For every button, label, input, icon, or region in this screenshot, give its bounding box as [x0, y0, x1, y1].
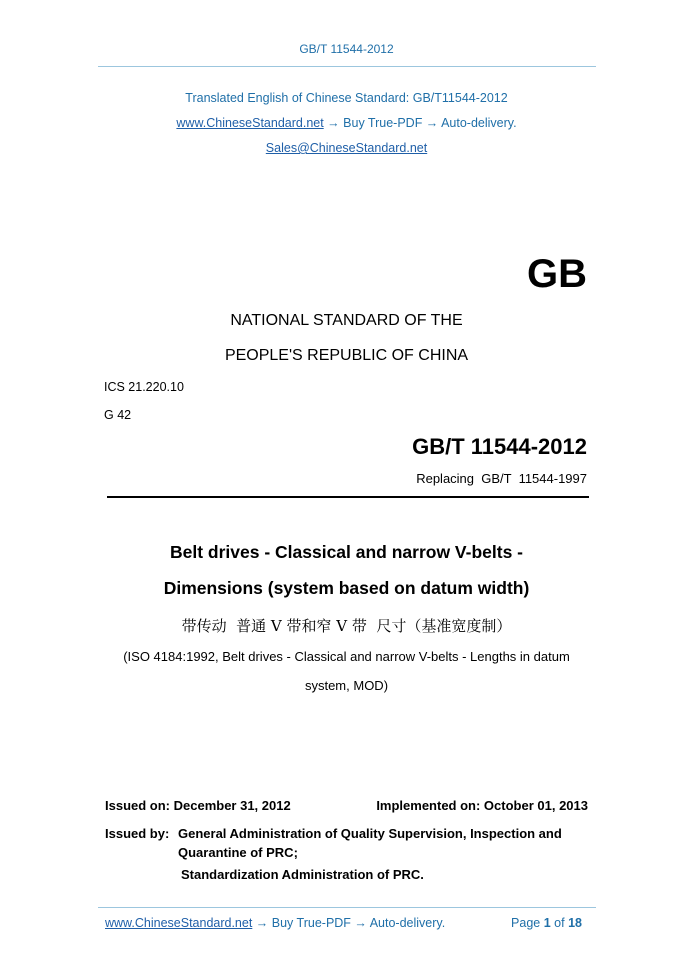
national-line-1: NATIONAL STANDARD OF THE	[230, 312, 463, 329]
iso-reference-line-1: (ISO 4184:1992, Belt drives - Classical and narrow V-belts - Lengths in datum	[123, 649, 570, 664]
ics-code: ICS 21.220.10	[104, 380, 184, 394]
issued-by-line-1: General Administration of Quality Supervision, Inspection and	[178, 826, 562, 841]
page-total: 18	[568, 916, 582, 930]
promo-line-1: Translated English of Chinese Standard: GB/T11544-2012	[185, 91, 508, 105]
issued-by-line-2: Quarantine of PRC;	[178, 845, 298, 860]
promo-site-link[interactable]: www.ChineseStandard.net	[176, 116, 324, 130]
gb-mark: GB	[527, 252, 587, 296]
promo-email-row	[0, 141, 693, 155]
footer-site-link[interactable]: www.ChineseStandard.net	[105, 916, 253, 930]
national-line-2: PEOPLE'S REPUBLIC OF CHINA	[224, 347, 469, 364]
issued-date: Issued on: December 31, 2012	[105, 798, 291, 813]
title-line-2: Dimensions (system based on datum width)	[163, 578, 530, 598]
header-divider	[98, 66, 596, 67]
promo-line-2-tail: → Buy True-PDF → Auto-delivery.	[323, 116, 517, 130]
page-indicator	[511, 916, 582, 930]
promo-line-2	[0, 116, 693, 130]
page-number: 1	[543, 916, 551, 930]
header-code: GB/T 11544-2012	[299, 42, 394, 56]
page-label: Page	[511, 916, 541, 930]
title-divider	[107, 496, 589, 498]
page-of-label: of	[554, 916, 565, 930]
ccs-code: G 42	[104, 408, 132, 422]
title-chinese: 带传动 普通 V 带和窄 V 带 尺寸（基准宽度制）	[181, 617, 512, 635]
title-line-1: Belt drives - Classical and narrow V-belts -	[169, 542, 524, 562]
footer-promo-tail: → Buy True-PDF → Auto-delivery.	[252, 916, 446, 930]
replacing-note: Replacing GB/T 11544-1997	[416, 471, 587, 486]
standard-number: GB/T 11544-2012	[412, 434, 587, 459]
issued-by-line-3: Standardization Administration of PRC.	[181, 867, 424, 882]
implemented-date: Implemented on: October 01, 2013	[376, 798, 588, 813]
promo-email-link[interactable]: Sales@ChineseStandard.net	[265, 141, 428, 155]
footer-divider	[98, 907, 596, 908]
issued-by-label: Issued by:	[105, 826, 170, 841]
footer-promo	[105, 916, 445, 930]
iso-reference-line-2: system, MOD)	[304, 678, 389, 693]
